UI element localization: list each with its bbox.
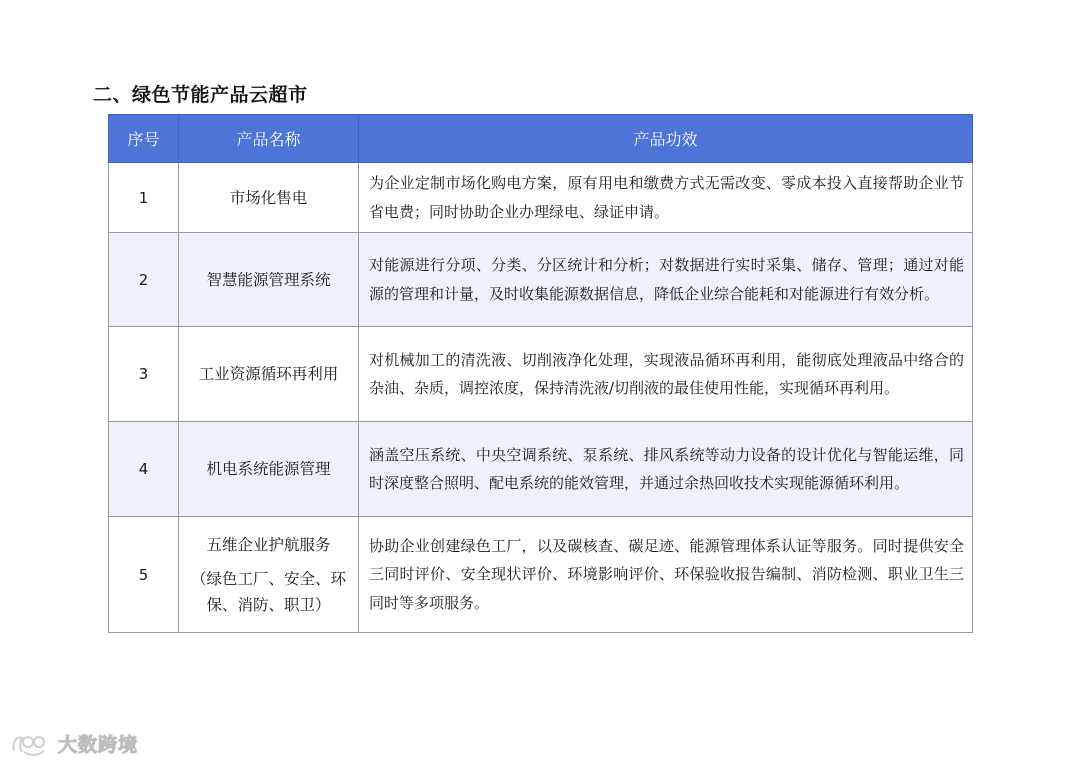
row-product-name: 市场化售电 bbox=[179, 163, 359, 233]
header-product-effect: 产品功效 bbox=[359, 115, 973, 163]
table-header-row bbox=[109, 115, 973, 163]
brand-logo-icon bbox=[10, 731, 52, 757]
row-number: 3 bbox=[109, 327, 179, 422]
row-number: 5 bbox=[109, 517, 179, 633]
row-product-name: 智慧能源管理系统 bbox=[179, 233, 359, 327]
watermark-text: 大数跨境 bbox=[58, 734, 139, 756]
row-number: 2 bbox=[109, 233, 179, 327]
table-row bbox=[109, 163, 973, 233]
table-row bbox=[109, 422, 973, 517]
row-product-effect: 为企业定制市场化购电方案，原有用电和缴费方式无需改变、零成本投入直接帮助企业节省电费；同时协助企业办理绿电、绿证申请。 bbox=[359, 163, 973, 233]
row-number: 1 bbox=[109, 163, 179, 233]
watermark bbox=[10, 730, 138, 757]
row-product-name: 五维企业护航服务 bbox=[206, 535, 331, 554]
row-product-effect: 涵盖空压系统、中央空调系统、泵系统、排风系统等动力设备的设计优化与智能运维，同时深度整合照明、配电系统的能效管理，并通过余热回收技术实现能源循环利用。 bbox=[359, 422, 973, 517]
row-product-effect: 对机械加工的清洗液、切削液净化处理，实现液品循环再利用，能彻底处理液品中络合的杂油、杂质，调控浓度，保持清洗液/切削液的最佳使用性能，实现循环再利用。 bbox=[359, 327, 973, 422]
products-table bbox=[108, 114, 973, 633]
table-row bbox=[109, 233, 973, 327]
header-product-name: 产品名称 bbox=[179, 115, 359, 163]
section-title: 二、绿色节能产品云超市 bbox=[93, 84, 308, 106]
row-product-name-subtitle: （绿色工厂、安全、环保、消防、职卫） bbox=[190, 569, 346, 614]
row-product-name: 工业资源循环再利用 bbox=[179, 327, 359, 422]
row-product-name-cell bbox=[179, 517, 359, 633]
table-row bbox=[109, 517, 973, 633]
row-product-effect: 协助企业创建绿色工厂，以及碳核查、碳足迹、能源管理体系认证等服务。同时提供安全三同时评价、安全现状评价、环境影响评价、环保验收报告编制、消防检测、职业卫生三同时等多项服务。 bbox=[359, 517, 973, 633]
row-product-effect: 对能源进行分项、分类、分区统计和分析；对数据进行实时采集、储存、管理；通过对能源的管理和计量，及时收集能源数据信息，降低企业综合能耗和对能源进行有效分析。 bbox=[359, 233, 973, 327]
row-product-name: 机电系统能源管理 bbox=[179, 422, 359, 517]
table-row bbox=[109, 327, 973, 422]
row-number: 4 bbox=[109, 422, 179, 517]
header-number: 序号 bbox=[109, 115, 179, 163]
